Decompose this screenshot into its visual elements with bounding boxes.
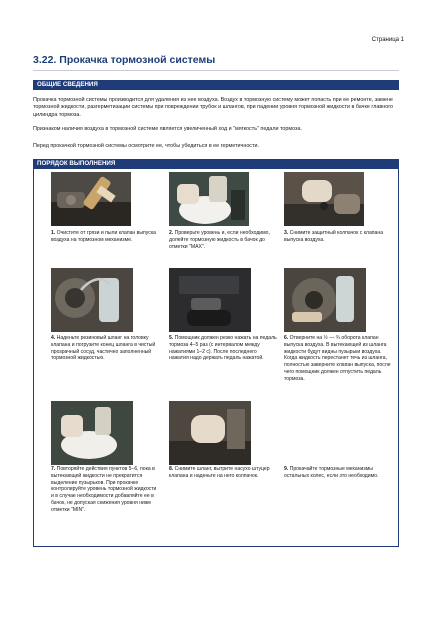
step-1-text: 1. Очистите от грязи и пыли клапан выпуска воздуха на тормозном механизме. bbox=[51, 230, 156, 243]
pedal-press-photo bbox=[169, 268, 251, 332]
step-2-text: 2. Проверьте уровень и, если необходимо, долейте тормозную жидкость в бачок до отметки "MAX". bbox=[169, 230, 270, 250]
page-title: 3.22. Прокачка тормозной системы bbox=[33, 54, 216, 66]
reservoir-topping-photo bbox=[169, 172, 249, 226]
general-paragraph-3: Перед прокачкой тормозной системы осмотрите ее, чтобы убедиться в ее герметичности. bbox=[33, 143, 259, 149]
procedure-section-header: ПОРЯДОК ВЫПОЛНЕНИЯ bbox=[33, 159, 399, 169]
step-photo bbox=[284, 172, 364, 226]
step-photo bbox=[169, 401, 251, 465]
brush-cleaning-photo bbox=[51, 172, 131, 226]
general-paragraph-1: Прокачка тормозной системы производится для удаления из нее воздуха. Воздух в тормозную систему может попасть при ее ремонте, замене тормозной жидкости, разгерметизации системы при повреждении трубок и шлангов, при падении уровня тормозной жидкости в бачке главного цилиндра тормоза. bbox=[33, 97, 394, 118]
step-4-text: 4. Наденьте резиновый шланг на головку клапана и погрузите конец шланга в чистый прозрачный сосуд, частично заполненный тормозной жидкостью. bbox=[51, 335, 156, 362]
step-photo bbox=[51, 401, 133, 465]
step-photo bbox=[284, 268, 366, 332]
general-paragraph-2: Признаком наличия воздуха в тормозной системе является увеличенный ход и "мягкость" педали тормоза. bbox=[33, 126, 303, 132]
step-9-text: 9. Прокачайте тормозные механизмы остальных колес, если это необходимо. bbox=[284, 466, 379, 479]
step-5-text: 5. Помощник должен резко нажать на педаль тормоза 4–5 раз (с интервалом между нажатиями 1–2 с). После последнего нажатия надо держать педаль нажатой. bbox=[169, 335, 277, 362]
procedure-panel bbox=[33, 159, 399, 547]
step-3-text: 3. Снимите защитный колпачок с клапана выпуска воздуха. bbox=[284, 230, 384, 243]
removing-cap-photo bbox=[284, 172, 364, 226]
title-divider bbox=[33, 70, 399, 71]
step-7-text: 7. Повторяйте действия пунктов 5–6, пока в вытекающей жидкости не прекратится выделение пузырьков. При прокачке контролируйте уровень тормозной жидкости и в случае необходимости добавляйте ее в бачок, не допуская снижения уровня ниже отметки "MIN". bbox=[51, 466, 157, 513]
reservoir-check-photo bbox=[51, 401, 133, 465]
cap-refit-photo bbox=[169, 401, 251, 465]
step-photo bbox=[169, 172, 249, 226]
step-6-text: 6. Отверните на ½ — ¾ оборота клапан выпуска воздуха. В вытекающей из шланга жидкости будут видны пузырьки воздуха. Когда жидкость перестанет течь из шланга, полностью заверните клапан выпуска, после чего помощник должен отпустить педаль тормоза. bbox=[284, 335, 391, 382]
step-photo bbox=[51, 268, 133, 332]
step-8-text: 8. Снимите шланг, вытрите насухо штуцер клапана и наденьте на него колпачок. bbox=[169, 466, 270, 479]
loosening-valve-photo bbox=[284, 268, 366, 332]
page-number-label: Страница 1 bbox=[371, 37, 404, 43]
step-photo bbox=[51, 172, 131, 226]
hose-bottle-photo bbox=[51, 268, 133, 332]
general-section-header: ОБЩИЕ СВЕДЕНИЯ bbox=[33, 80, 399, 90]
step-photo bbox=[169, 268, 251, 332]
